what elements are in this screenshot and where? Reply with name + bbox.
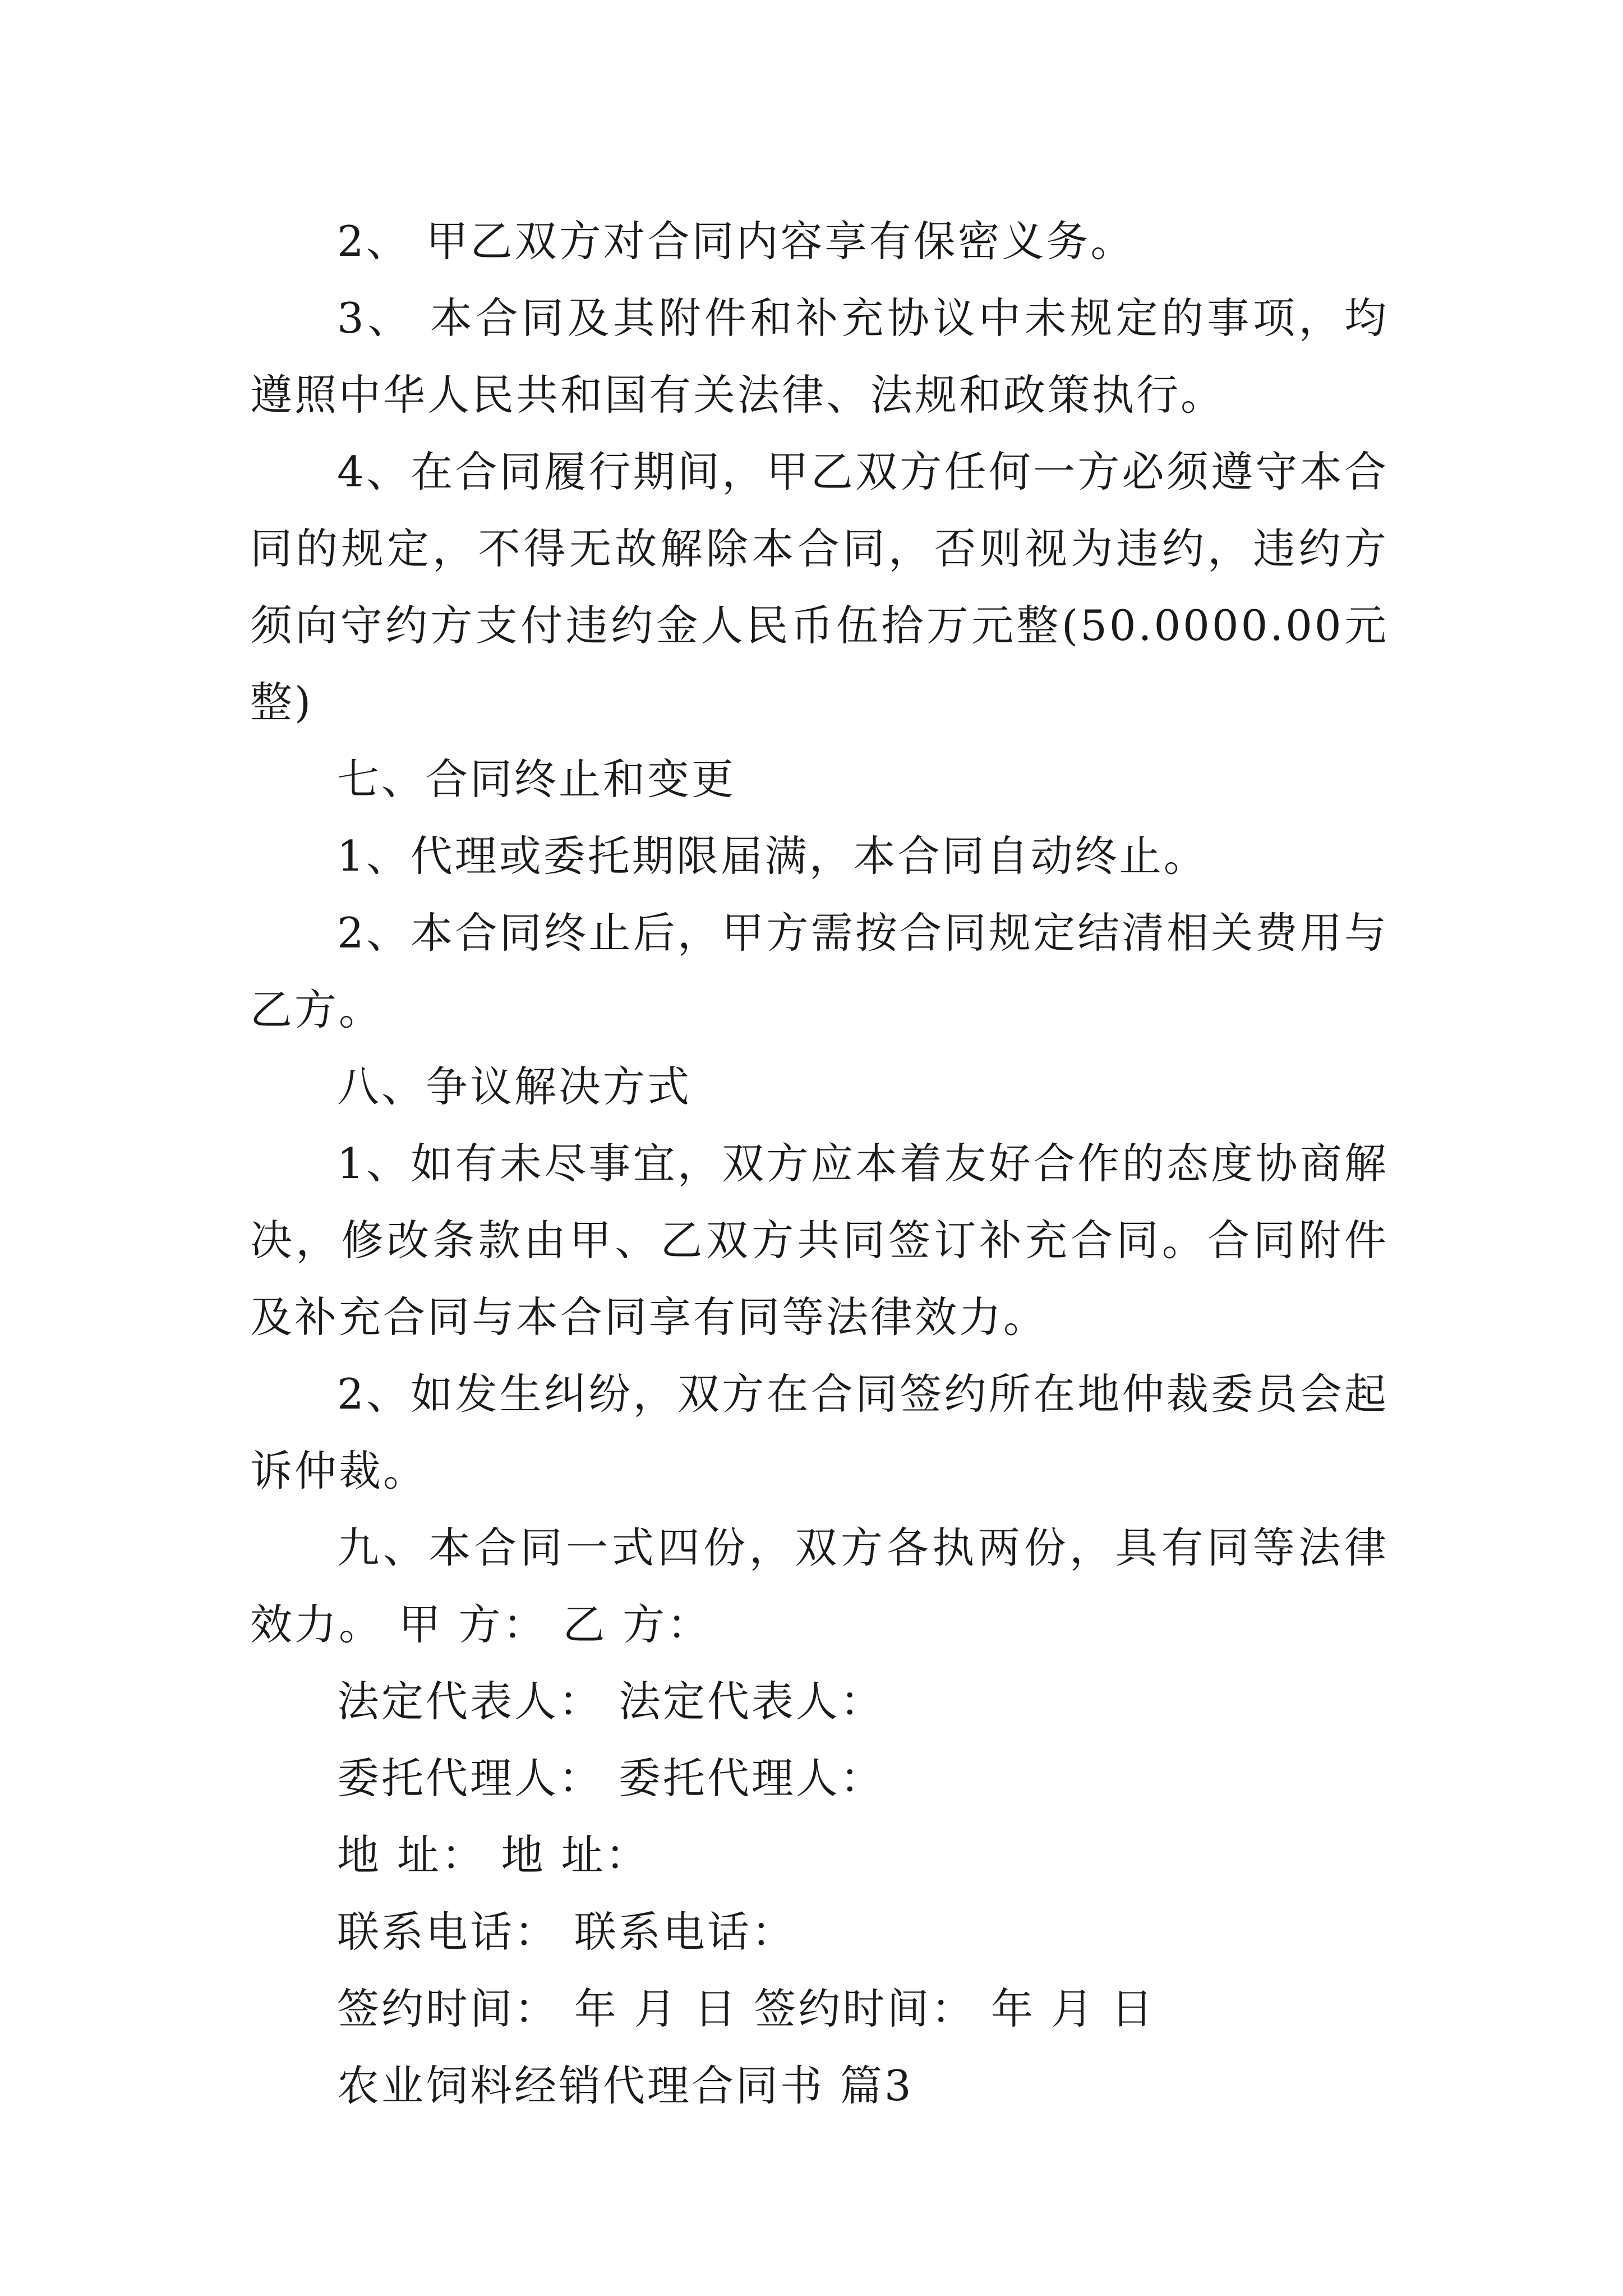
clause-breach-penalty: 4、在合同履行期间，甲乙双方任何一方必须遵守本合同的规定，不得无故解除本合同，否则视为违约，违约方须向守约方支付违约金人民币伍拾万元整(50.0000.00元整) — [250, 447, 1389, 727]
clause-arbitration: 2、如发生纠纷，双方在合同签约所在地仲裁委员会起诉仲裁。 — [250, 1369, 1389, 1496]
signature-address: 地 址： 地 址： — [337, 1830, 650, 1880]
clause-negotiation: 1、如有未尽事宜，双方应本着友好合作的态度协商解决，修改条款由甲、乙双方共同签订补充合同。合同附件及补充合同与本合同享有同等法律效力。 — [250, 1139, 1389, 1342]
signature-date: 签约时间： 年 月 日 签约时间： 年 月 日 — [337, 1984, 1155, 2033]
clause-confidentiality: 2、 甲乙双方对合同内容享有保密义务。 — [337, 217, 1135, 266]
signature-phone: 联系电话： 联系电话： — [337, 1907, 796, 1957]
clause-applicable-law: 3、 本合同及其附件和补充协议中未规定的事项，均遵照中华人民共和国有关法律、法规和政策执行。 — [250, 293, 1389, 420]
clause-settlement: 2、本合同终止后，甲方需按合同规定结清相关费用与乙方。 — [250, 908, 1389, 1034]
document-body — [250, 203, 1389, 2124]
clause-term-expiry: 1、代理或委托期限届满，本合同自动终止。 — [337, 831, 1208, 881]
section-heading-dispute: 八、争议解决方式 — [337, 1062, 692, 1111]
signature-authorized-agent: 委托代理人： 委托代理人： — [337, 1754, 884, 1803]
signature-legal-representative: 法定代表人： 法定代表人： — [337, 1677, 884, 1726]
clause-copies-and-parties: 九、本合同一式四份，双方各执两份，具有同等法律效力。 甲 方： 乙 方： — [250, 1523, 1389, 1649]
section-heading-termination: 七、合同终止和变更 — [337, 754, 736, 804]
next-contract-title: 农业饲料经销代理合同书 篇3 — [337, 2061, 914, 2110]
